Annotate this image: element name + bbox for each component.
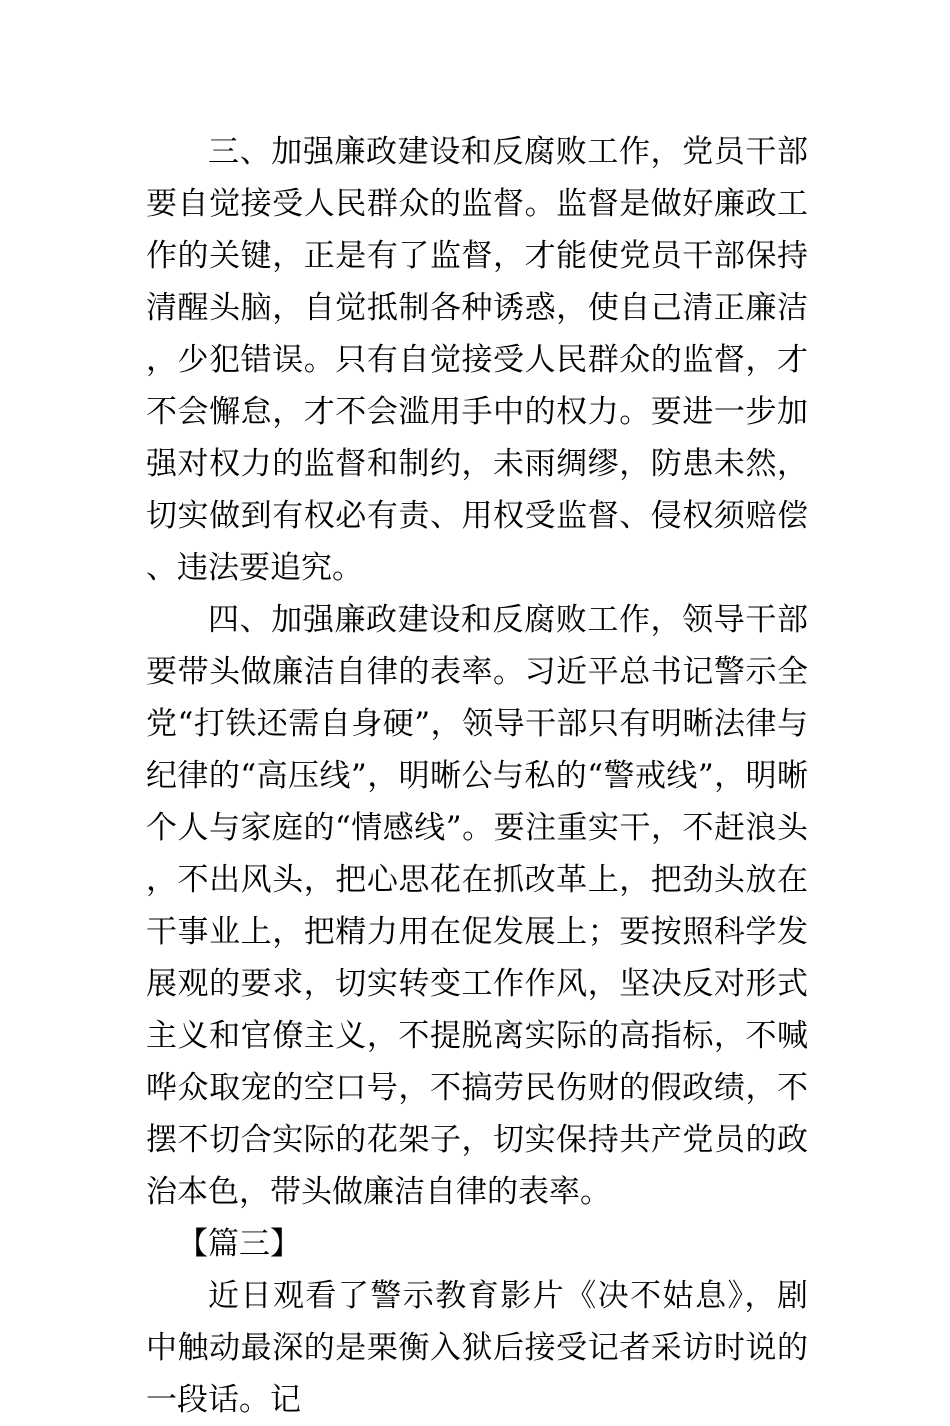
paragraph-section-four: 四、加强廉政建设和反腐败工作，领导干部要带头做廉洁自律的表率。习近平总书记警示全党“打铁还需自身硬”，领导干部只有明晰法律与纪律的“高压线”，明晰公与私的“警戒线”，明晰个人与家庭的“情感线”。要注重实干，不赶浪头，不出风头，把心思花在抓改革上，把劲头放在干事业上，把精力用在促发展上；要按照科学发展观的要求，切实转变工作作风，坚决反对形式主义和官僚主义，不提脱离实际的高指标，不喊哗众取宠的空口号，不搞劳民伤财的假政绩，不摆不切合实际的花架子，切实保持共产党员的政治本色，带头做廉洁自律的表率。 <box>146 602 808 1210</box>
paragraph-chapter-three-intro: 近日观看了警示教育影片《决不姑息》，剧中触动最深的是栗衡入狱后接受记者采访时说的一段话。记 <box>146 1278 808 1418</box>
chapter-heading: 【篇三】 <box>177 1226 301 1262</box>
document-page <box>146 126 808 1426</box>
paragraph-section-three: 三、加强廉政建设和反腐败工作，党员干部要自觉接受人民群众的监督。监督是做好廉政工作的关键，正是有了监督，才能使党员干部保持清醒头脑，自觉抵制各种诱惑，使自己清正廉洁，少犯错误。只有自觉接受人民群众的监督，才不会懈怠，才不会滥用手中的权力。要进一步加强对权力的监督和制约，未雨绸缪，防患未然，切实做到有权必有责、用权受监督、侵权须赔偿、违法要追究。 <box>146 134 808 586</box>
